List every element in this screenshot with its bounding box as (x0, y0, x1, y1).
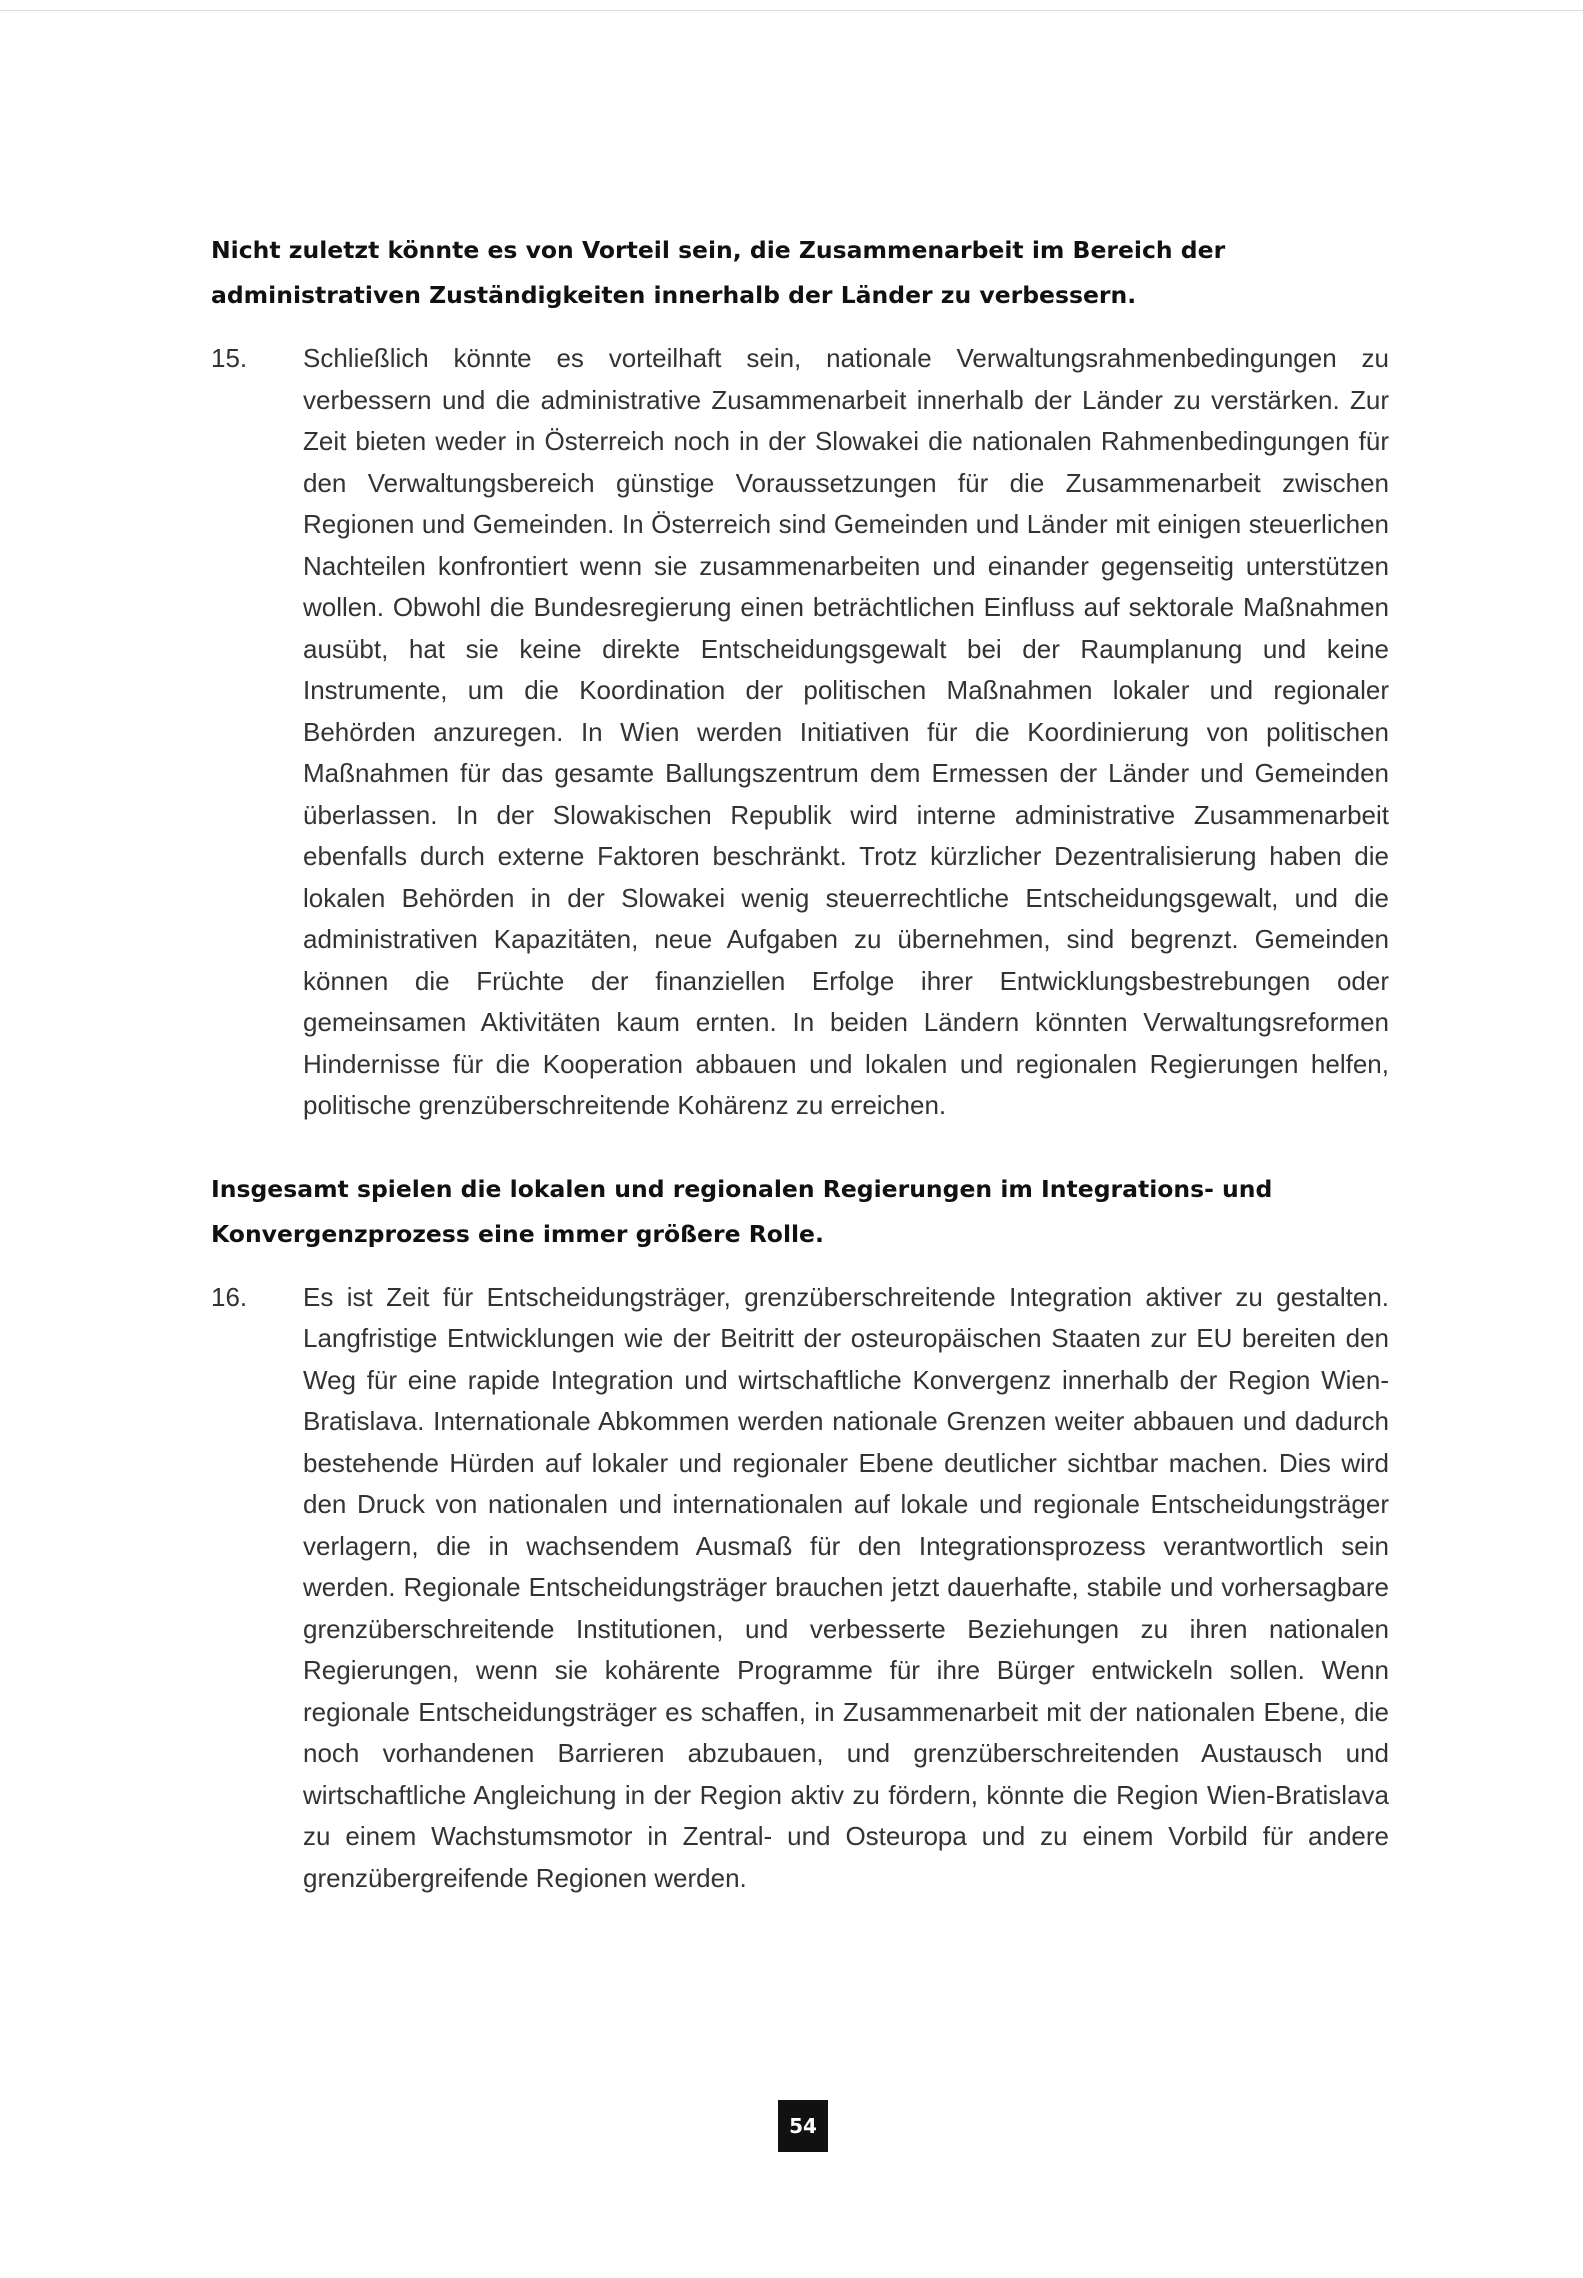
paragraph-number-16: 16. (211, 1281, 248, 1312)
paragraph-number-15: 15. (211, 343, 248, 373)
paragraph-16 (211, 1277, 1389, 1900)
page-number: 54 (778, 2100, 828, 2152)
paragraph-text-16: Es ist Zeit für Entscheidungsträger, grenzüberschreitende Integration aktiver zu gestalten. Langfristige Entwicklungen wie der Beitritt der osteuropäischen Staaten zur EU bereiten den Weg für eine rapide Integration und wirtschaftliche Konvergenz innerhalb der Region Wien-Bratislava. Internationale Abkommen werden nationale Grenzen weiter abbauen und dadurch bestehende Hürden auf lokaler und regionaler Ebene deutlicher sichtbar machen. Dies wird den Druck von nationalen und internationalen auf lokale und regionale Entscheidungsträger verlagern, die in wachsendem Ausmaß für den Integrationsprozess verantwortlich sein werden. Regionale Entscheidungsträger brauchen jetzt dauerhafte, stabile und vorhersagbare grenzüberschreitende Institutionen, und verbesserte Beziehungen zu ihren nationalen Regierungen, wenn sie kohärente Programme für ihre Bürger entwickeln sollen. Wenn regionale Entscheidungsträger es schaffen, in Zusammenarbeit mit der nationalen Ebene, die noch vorhandenen Barrieren abzubauen, und grenzüberschreitenden Austausch und wirtschaftliche Angleichung in der Region aktiv zu fördern, könnte die Region Wien-Bratislava zu einem Wachstumsmotor in Zentral- und Osteuropa und zu einem Vorbild für andere grenzübergreifende Regionen werden. (303, 1281, 1389, 1893)
document-page (211, 228, 1389, 1899)
paragraph-15 (211, 338, 1389, 1127)
section-heading-2: Insgesamt spielen die lokalen und regionalen Regierungen im Integrations- und Konvergenzprozess eine immer größere Rolle. (211, 1174, 1273, 1248)
paragraph-text-15: Schließlich könnte es vorteilhaft sein, nationale Verwaltungsrahmenbedingungen zu verbessern und die administrative Zusammenarbeit innerhalb der Länder zu verstärken. Zur Zeit bieten weder in Österreich noch in der Slowakei die nationalen Rahmenbedingungen für den Verwaltungsbereich günstige Voraussetzungen für die Zusammenarbeit zwischen Regionen und Gemeinden. In Österreich sind Gemeinden und Länder mit einigen steuerlichen Nachteilen konfrontiert wenn sie zusammenarbeiten und einander gegenseitig unterstützen wollen. Obwohl die Bundesregierung einen beträchtlichen Einfluss auf sektorale Maßnahmen ausübt, hat sie keine direkte Entscheidungsgewalt bei der Raumplanung und keine Instrumente, um die Koordination der politischen Maßnahmen lokaler und regionaler Behörden anzuregen. In Wien werden Initiativen für die Koordinierung von politischen Maßnahmen für das gesamte Ballungszentrum dem Ermessen der Länder und Gemeinden überlassen. In der Slowakischen Republik wird interne administrative Zusammenarbeit ebenfalls durch externe Faktoren beschränkt. Trotz kürzlicher Dezentralisierung haben die lokalen Behörden in der Slowakei wenig steuerrechtliche Entscheidungsgewalt, und die administrativen Kapazitäten, neue Aufgaben zu übernehmen, sind begrenzt. Gemeinden können die Früchte der finanziellen Erfolge ihrer Entwicklungsbestrebungen oder gemeinsamen Aktivitäten kaum ernten. In beiden Ländern könnten Verwaltungsreformen Hindernisse für die Kooperation abbauen und lokalen und regionalen Regierungen helfen, politische grenzüberschreitende Kohärenz zu erreichen. (303, 343, 1389, 1120)
top-rule (0, 10, 1583, 11)
section-heading-1: Nicht zuletzt könnte es von Vorteil sein, die Zusammenarbeit im Bereich der administrativen Zuständigkeiten innerhalb der Länder zu verbessern. (211, 236, 1226, 309)
